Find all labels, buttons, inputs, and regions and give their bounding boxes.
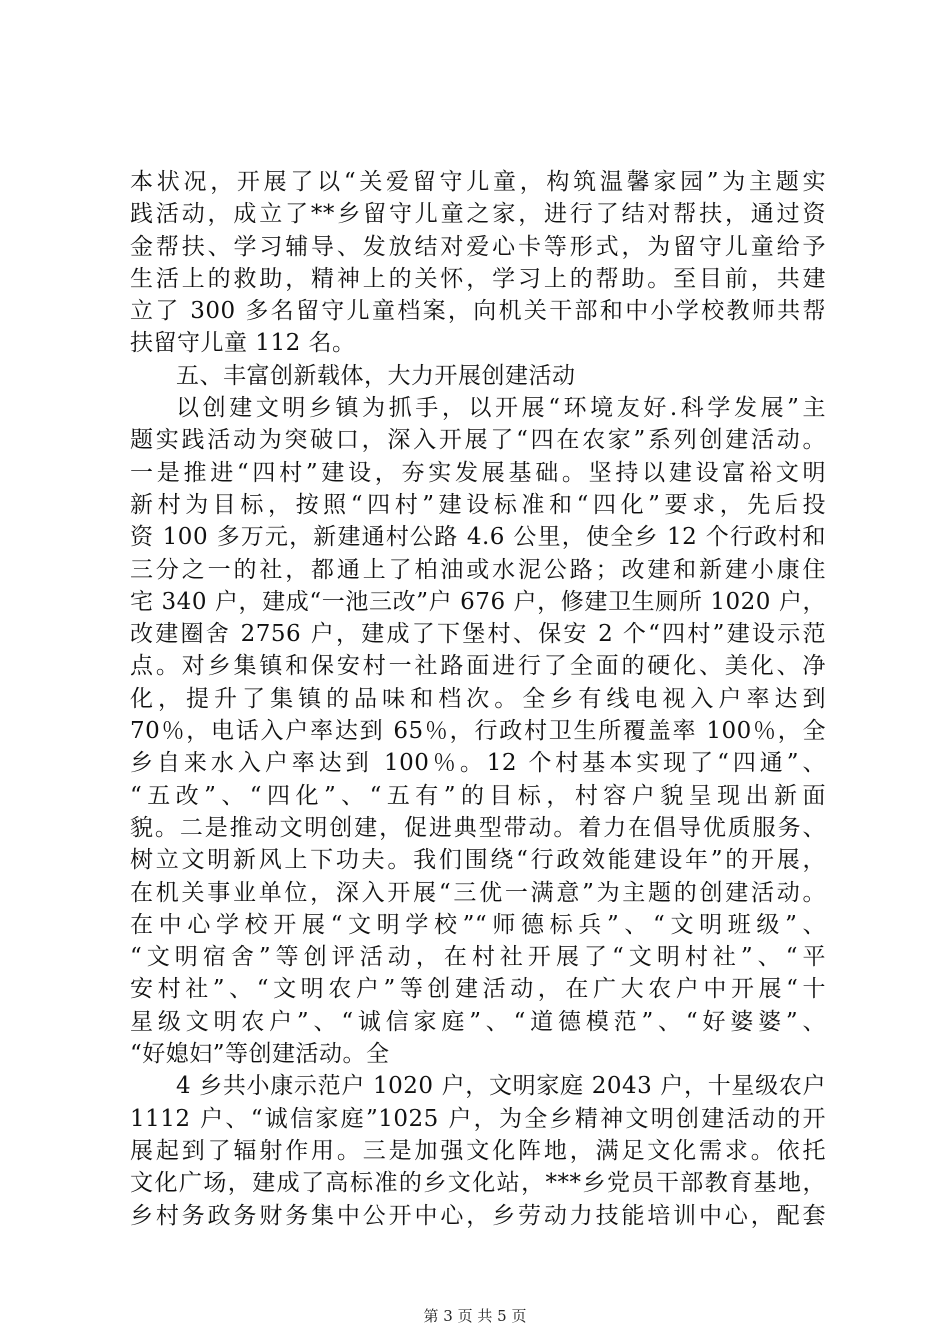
text-line: 展起到了辐射作用。三是加强文化阵地，满足文化需求。依托 [130,1137,826,1164]
text-line: “五改”、“四化”、“五有”的目标，村容户貌呈现出新面 [130,782,826,809]
body-text [130,166,826,1232]
text-line: 4 乡共小康示范户 1020 户，文明家庭 2043 户，十星级农户 [176,1073,826,1100]
text-line: 乡自来水入户率达到 100％。12 个村基本实现了“四通”、 [130,750,826,777]
text-line: 践活动，成立了**乡留守儿童之家，进行了结对帮扶，通过资 [130,201,826,228]
section-heading: 五、丰富创新载体，大力开展创建活动 [176,362,576,389]
text-line: 安村社”、“文明农户”等创建活动，在广大农户中开展“十 [130,976,826,1003]
text-line: “文明宿舍”等创评活动，在村社开展了“文明村社”、“平 [130,944,826,971]
text-line: 新村为目标，按照“四村”建设标准和“四化”要求，先后投 [130,491,826,518]
text-line: 化，提升了集镇的品味和档次。全乡有线电视入户率达到 [130,685,826,712]
text-line: 资 100 多万元，新建通村公路 4.6 公里，使全乡 12 个行政村和 [130,524,826,551]
text-line: 星级文明农户”、“诚信家庭”、“道德模范”、“好婆婆”、 [130,1008,826,1035]
text-line: 点。对乡集镇和保安村一社路面进行了全面的硬化、美化、净 [130,653,826,680]
page-number-footer: 第 3 页 共 5 页 [423,1307,527,1325]
text-line: 树立文明新风上下功夫。我们围绕“行政效能建设年”的开展， [130,847,826,874]
text-line: “好媳妇”等创建活动。全 [130,1041,390,1068]
text-line: 70％，电话入户率达到 65％，行政村卫生所覆盖率 100％，全 [130,718,826,745]
text-line: 三分之一的社，都通上了柏油或水泥公路；改建和新建小康住 [130,556,826,583]
text-line: 题实践活动为突破口，深入开展了“四在农家”系列创建活动。 [130,427,826,454]
text-line: 生活上的救助，精神上的关怀，学习上的帮助。至目前，共建 [130,265,826,292]
text-line: 改建圈舍 2756 户，建成了下堡村、保安 2 个“四村”建设示范 [130,621,826,648]
text-line: 立了 300 多名留守儿童档案，向机关干部和中小学校教师共帮 [130,298,826,325]
text-line: 宅 340 户，建成“一池三改”户 676 户，修建卫生厕所 1020 户， [130,588,826,615]
text-line: 扶留守儿童 112 名。 [130,330,356,357]
text-line: 在机关事业单位，深入开展“三优一满意”为主题的创建活动。 [130,879,826,906]
text-line: 文化广场，建成了高标准的乡文化站，***乡党员干部教育基地， [130,1170,826,1197]
text-line: 一是推进“四村”建设，夯实发展基础。坚持以建设富裕文明 [130,459,826,486]
text-line: 以创建文明乡镇为抓手，以开展“环境友好.科学发展”主 [176,395,826,422]
text-line: 1112 户、“诚信家庭”1025 户，为全乡精神文明创建活动的开 [130,1105,826,1132]
text-line: 貌。二是推动文明创建，促进典型带动。着力在倡导优质服务、 [130,814,826,841]
text-line: 乡村务政务财务集中公开中心，乡劳动力技能培训中心，配套 [130,1202,826,1229]
text-line: 本状况，开展了以“关爱留守儿童，构筑温馨家园”为主题实 [130,169,826,195]
text-line: 在中心学校开展“文明学校”“师德标兵”、“文明班级”、 [130,911,826,938]
text-line: 金帮扶、学习辅导、发放结对爱心卡等形式，为留守儿童给予 [130,233,826,260]
